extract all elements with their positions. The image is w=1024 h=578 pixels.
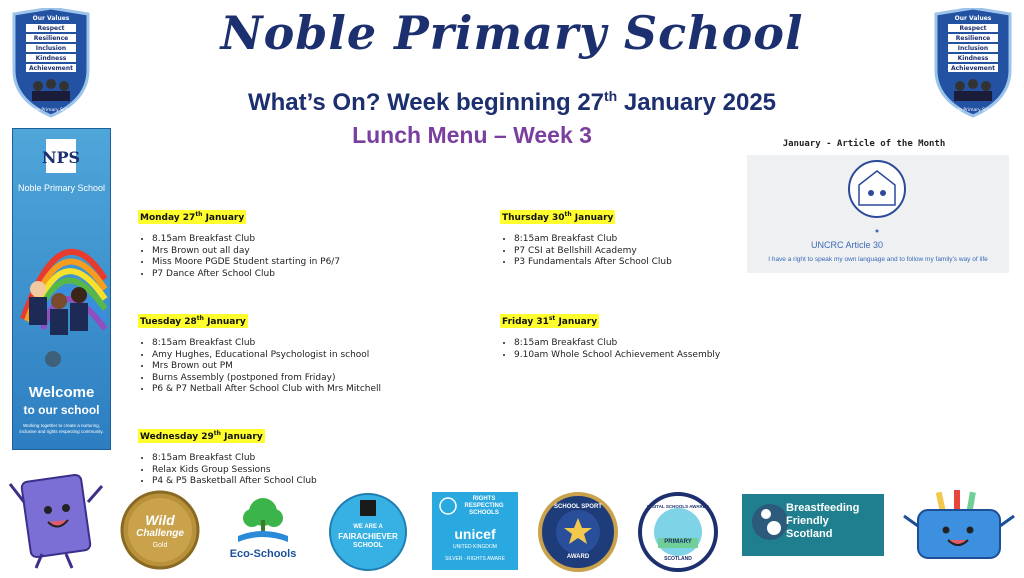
fairtrade-icon [360, 500, 376, 516]
list-item: • 8:15am Breakfast Club [152, 338, 478, 350]
shield-icon [10, 8, 92, 118]
list-item: • P6 & P7 Netball After School Club with Mrs Mitchell [152, 384, 478, 396]
list-item: • P7 Dance After School Club [152, 269, 468, 281]
shield-icon [932, 8, 1014, 118]
svg-text:Respect: Respect [959, 25, 987, 32]
svg-text:Our Values: Our Values [954, 15, 992, 22]
day-heading: Thursday 30th January [502, 211, 614, 223]
list-item: • 8:15am Breakfast Club [514, 338, 740, 350]
svg-text:Noble Primary School: Noble Primary School [948, 108, 998, 113]
list-item: • P7 CSI at Bellshill Academy [514, 246, 740, 258]
list-item: • 9.10am Whole School Achievement Assembly [514, 350, 740, 362]
svg-text:Achievement: Achievement [28, 65, 74, 72]
banner-school-name: Noble Primary School [17, 183, 106, 193]
welcome-banner [12, 128, 111, 450]
list-item: • Amy Hughes, Educational Psychologist in school [152, 350, 478, 362]
mother-child-icon [748, 500, 790, 550]
list-item: • Relax Kids Group Sessions [152, 465, 468, 477]
svg-text:Noble Primary School: Noble Primary School [26, 108, 76, 113]
unicef-rrs-badge: RIGHTS RESPECTING SCHOOLS unicef UNITED KINGDOM SILVER - RIGHTS AWARE [432, 492, 518, 570]
banner-welcome-sub: to our school [23, 403, 100, 417]
day-tuesday [138, 314, 478, 396]
wild-challenge-badge: Wild Challenge Gold [118, 488, 202, 572]
svg-text:Resilience: Resilience [33, 35, 69, 42]
day-heading: Wednesday 29th January [140, 430, 263, 442]
pupil-figure [30, 281, 46, 297]
svg-text:Inclusion: Inclusion [957, 45, 989, 52]
day-heading: Tuesday 28th January [140, 315, 246, 327]
svg-text:Kindness: Kindness [957, 55, 989, 62]
book-icon [238, 531, 288, 542]
list-item: • P3 Fundamentals After School Club [514, 257, 740, 269]
day-heading: Friday 31st January [502, 315, 598, 327]
svg-text:Inclusion: Inclusion [35, 45, 67, 52]
svg-text:Kindness: Kindness [35, 55, 67, 62]
day-heading: Monday 27th January [140, 211, 245, 223]
book-character-icon [8, 462, 108, 572]
family-home-icon [849, 161, 905, 217]
list-item: • 8.15am Breakfast Club [152, 234, 468, 246]
week-subtitle: What’s On? Week beginning 27th January 2025 [247, 88, 777, 116]
breastfeeding-friendly-badge: Breastfeeding Friendly Scotland [742, 494, 884, 556]
article-heading: January - Article of the Month [782, 139, 946, 149]
digital-schools-award-badge: DIGITAL SCHOOLS AWARDS SCOTLAND PRIMARY [636, 490, 720, 574]
school-crest-left [10, 8, 92, 118]
list-item: • Mrs Brown out PM [152, 361, 478, 373]
day-friday [500, 314, 740, 361]
school-sport-award-badge: SCHOOL SPORT AWARD [536, 490, 620, 574]
article-description: I have a right to speak my own language and to follow my family’s way of life [768, 256, 988, 263]
list-item: • Burns Assembly (postponed from Friday) [152, 373, 478, 385]
list-item: • 8:15am Breakfast Club [152, 453, 468, 465]
day-thursday [500, 210, 740, 269]
list-item: • 8:15am Breakfast Club [514, 234, 740, 246]
banner-tagline: Working together to create a nurturing, inclusive and rights respecting community. [19, 423, 104, 434]
list-item: • P4 & P5 Basketball After School Club [152, 476, 468, 488]
svg-text:NPS: NPS [41, 148, 81, 167]
shield-heading: Our Values [32, 15, 70, 22]
list-item: • Mrs Brown out all day [152, 246, 468, 258]
list-item: • Miss Moore PGDE Student starting in P6/7 [152, 257, 468, 269]
svg-text:Respect: Respect [37, 25, 65, 32]
svg-text:Achievement: Achievement [950, 65, 996, 72]
day-monday [138, 210, 468, 280]
eco-schools-badge: Eco-Schools [218, 490, 308, 570]
school-crest-right [932, 8, 1014, 118]
article-name: UNCRC Article 30 [810, 240, 884, 250]
page-title: Noble Primary School [220, 6, 804, 60]
banner-welcome: Welcome [28, 384, 95, 401]
fairachiever-badge: WE ARE A FAIRACHIEVER SCHOOL [326, 490, 410, 574]
pencil-case-character-icon [900, 486, 1018, 572]
day-wednesday [138, 429, 468, 488]
lunch-menu-title: Lunch Menu – Week 3 [352, 122, 592, 148]
svg-text:Resilience: Resilience [955, 35, 991, 42]
